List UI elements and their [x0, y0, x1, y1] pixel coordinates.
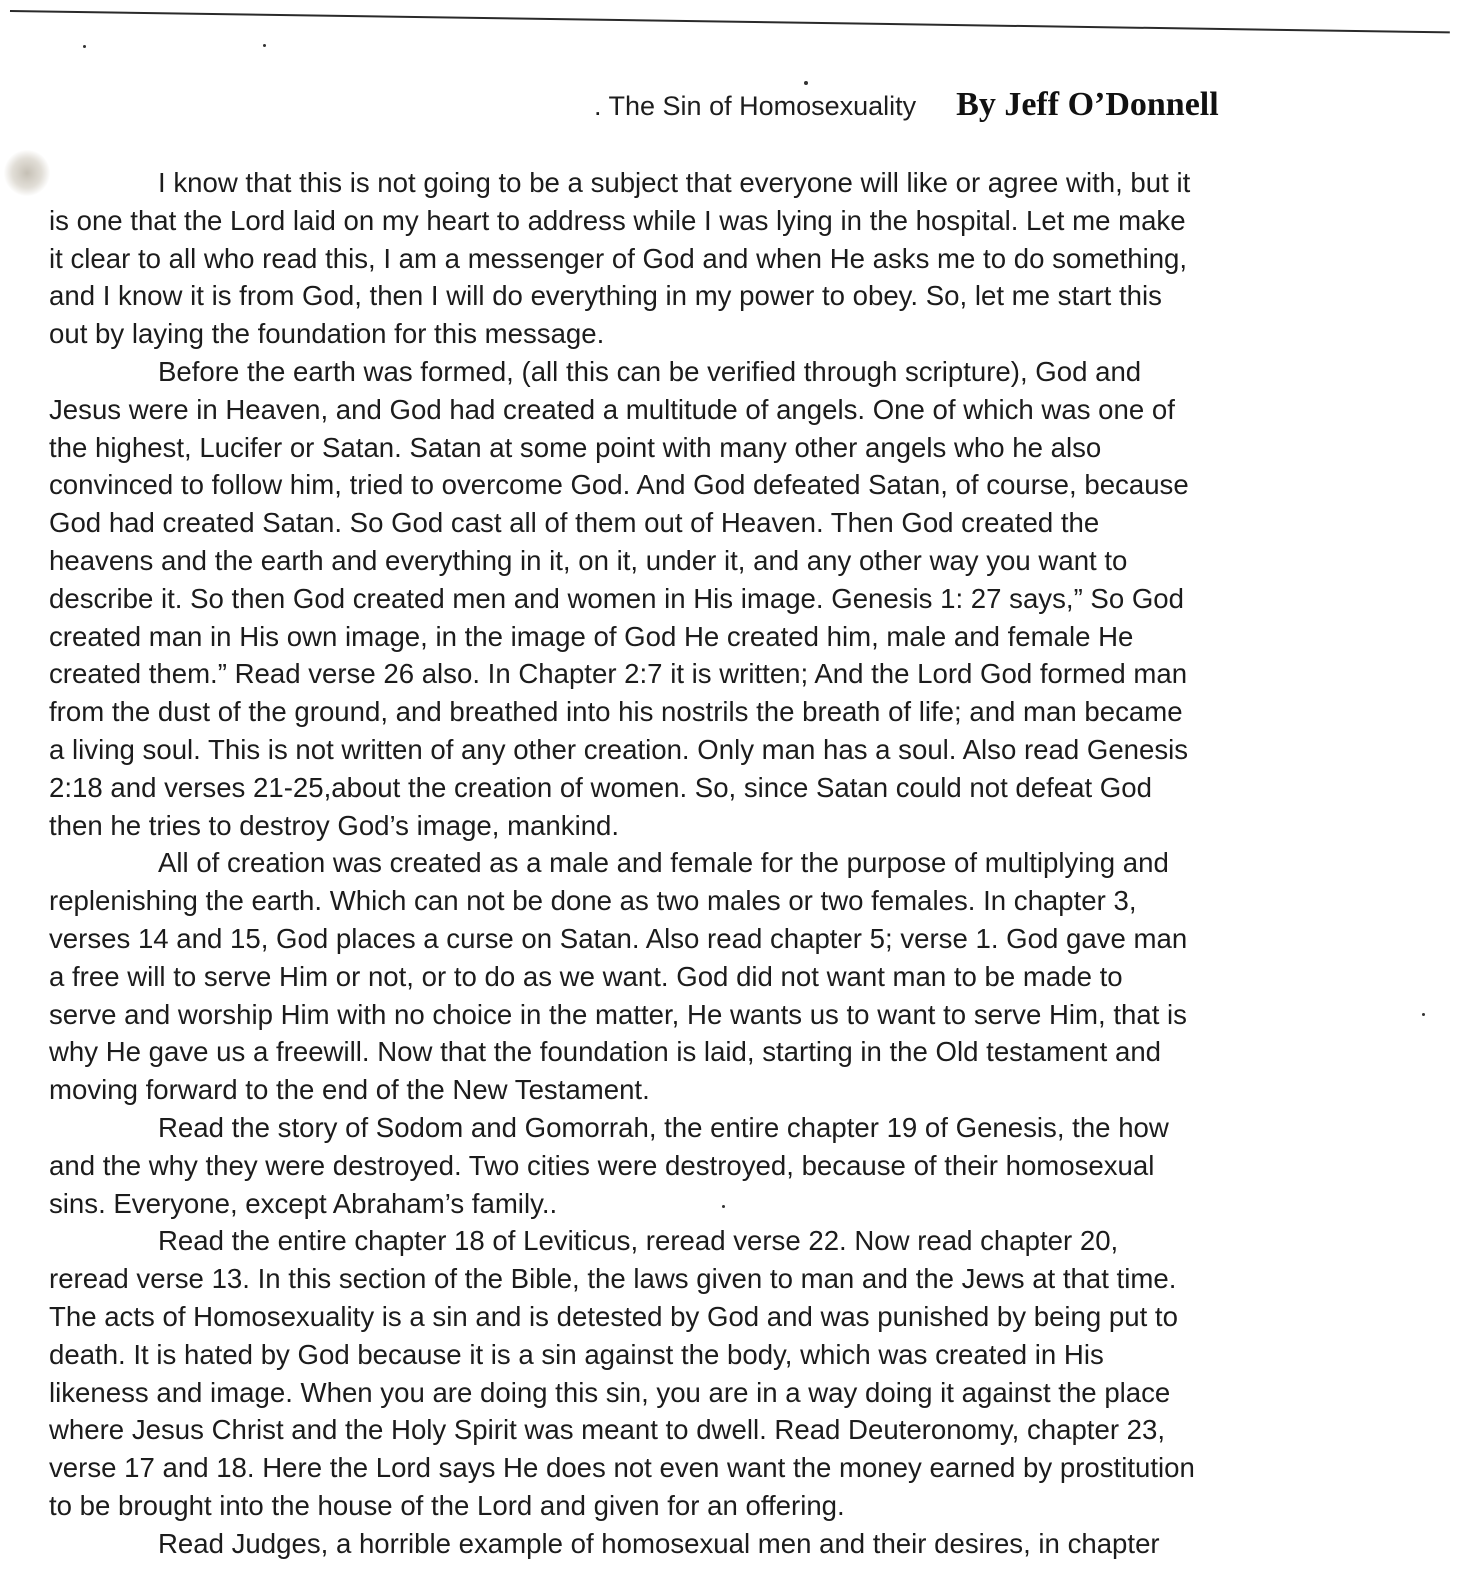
paragraph — [49, 1109, 1427, 1222]
text-line: serve and worship Him with no choice in the matter, He wants us to want to serve Him, that is — [49, 998, 1187, 1030]
text-line: 2:18 and verses 21-25,about the creation of women. So, since Satan could not defeat God — [49, 771, 1152, 803]
text-line: then he tries to destroy God’s image, mankind. — [49, 809, 620, 841]
scan-speck — [804, 81, 808, 85]
text-line: from the dust of the ground, and breathed into his nostrils the breath of life; and man became — [49, 696, 1183, 728]
text-line: All of creation was created as a male and female for the purpose of multiplying and — [158, 847, 1169, 879]
paragraph — [49, 1222, 1427, 1524]
paragraph — [49, 1525, 1427, 1563]
text-line: created man in His own image, in the image of God He created him, male and female He — [49, 620, 1134, 652]
text-line: it clear to all who read this, I am a messenger of God and when He asks me to do something, — [49, 242, 1188, 274]
text-line: created them.” Read verse 26 also. In Chapter 2:7 it is written; And the Lord God formed man — [49, 658, 1188, 690]
text-line: Jesus were in Heaven, and God had created a multitude of angels. One of which was one of — [49, 393, 1175, 425]
paragraph — [49, 353, 1427, 844]
text-line: Read the entire chapter 18 of Leviticus, reread verse 22. Now read chapter 20, — [158, 1225, 1119, 1257]
scan-speck — [263, 44, 266, 47]
document-body — [49, 164, 1427, 1562]
text-line: the highest, Lucifer or Satan. Satan at some point with many other angels who he also — [49, 431, 1102, 463]
text-line: is one that the Lord laid on my heart to address while I was lying in the hospital. Let me make — [49, 204, 1186, 236]
text-line: verses 14 and 15, God places a curse on Satan. Also read chapter 5; verse 1. God gave man — [49, 922, 1188, 954]
document-title: . The Sin of Homosexuality — [594, 91, 917, 121]
scan-smudge — [4, 150, 50, 196]
text-line: and I know it is from God, then I will do everything in my power to obey. So, let me start this — [49, 280, 1162, 312]
text-line: sins. Everyone, except Abraham’s family.. — [49, 1187, 558, 1219]
text-line: Read the story of Sodom and Gomorrah, the entire chapter 19 of Genesis, the how — [158, 1111, 1169, 1143]
text-line: God had created Satan. So God cast all of them out of Heaven. Then God created the — [49, 507, 1100, 539]
text-line: describe it. So then God created men and women in His image. Genesis 1: 27 says,” So God — [49, 582, 1184, 614]
text-line: to be brought into the house of the Lord and given for an offering. — [49, 1489, 845, 1521]
text-line: death. It is hated by God because it is a sin against the body, which was created in His — [49, 1338, 1104, 1370]
text-line: verse 17 and 18. Here the Lord says He does not even want the money earned by prostitution — [49, 1452, 1195, 1484]
document-author: By Jeff O’Donnell — [956, 86, 1219, 123]
scan-speck — [83, 45, 86, 48]
text-line: out by laying the foundation for this message. — [49, 318, 605, 350]
text-line: convinced to follow him, tried to overcome God. And God defeated Satan, of course, because — [49, 469, 1189, 501]
text-line: reread verse 13. In this section of the Bible, the laws given to man and the Jews at that time. — [49, 1263, 1177, 1295]
scan-edge-line — [10, 10, 1450, 33]
text-line: a living soul. This is not written of any other creation. Only man has a soul. Also read Genesis — [49, 733, 1189, 765]
text-line: and the why they were destroyed. Two cities were destroyed, because of their homosexual — [49, 1149, 1155, 1181]
text-line: The acts of Homosexuality is a sin and is detested by God and was punished by being put to — [49, 1300, 1178, 1332]
text-line: a free will to serve Him or not, or to do as we want. God did not want man to be made to — [49, 960, 1123, 992]
paragraph — [49, 844, 1427, 1109]
text-line: where Jesus Christ and the Holy Spirit was meant to dwell. Read Deuteronomy, chapter 23, — [49, 1414, 1166, 1446]
text-line: heavens and the earth and everything in it, on it, under it, and any other way you want to — [49, 544, 1128, 576]
text-line: moving forward to the end of the New Testament. — [49, 1074, 650, 1106]
document-header — [594, 86, 1394, 136]
text-line: Before the earth was formed, (all this can be verified through scripture), God and — [158, 355, 1142, 387]
text-line: why He gave us a freewill. Now that the foundation is laid, starting in the Old testament and — [49, 1036, 1162, 1068]
text-line: replenishing the earth. Which can not be done as two males or two females. In chapter 3, — [49, 885, 1137, 917]
paragraph — [49, 164, 1427, 353]
text-line: I know that this is not going to be a subject that everyone will like or agree with, but it — [158, 167, 1191, 198]
text-line: Read Judges, a horrible example of homosexual men and their desires, in chapter — [158, 1527, 1160, 1559]
text-line: likeness and image. When you are doing this sin, you are in a way doing it against the place — [49, 1376, 1171, 1408]
